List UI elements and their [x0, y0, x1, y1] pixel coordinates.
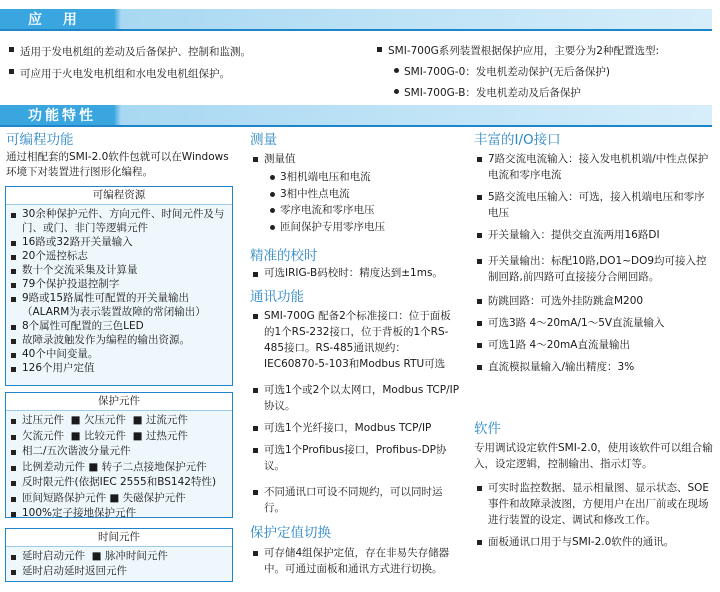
io-list — [474, 151, 714, 375]
list-item: 延时启动元件 ■ 脉冲时间元件 — [8, 549, 230, 564]
list-item: 相二/五次谐波分量元件 — [8, 444, 230, 460]
io-title: 丰富的I/O接口 — [474, 132, 561, 148]
software-list — [474, 480, 714, 550]
list-item: SMI-700G系列装置根据保护应用，主要分为2种配置选型: — [374, 41, 714, 62]
banner-application-title: 应 用 — [28, 12, 85, 28]
software-title: 软件 — [474, 421, 501, 437]
banner-features-title: 功能特性 — [28, 108, 96, 124]
resources-box — [5, 186, 233, 386]
list-item: 延时启动延时返回元件 — [8, 564, 230, 579]
list-item: 7路交流电流输入：接入发电机机端/中性点保护电流和零序电流 — [474, 151, 714, 183]
list-item: 3相机端电压和电流 — [266, 169, 466, 186]
protection-list — [6, 411, 232, 522]
protection-box — [5, 392, 233, 518]
list-item: 零序电流和零序电压 — [266, 202, 466, 219]
timing-title: 精准的校时 — [250, 248, 318, 264]
application-right-list — [374, 41, 714, 62]
list-item: 欠流元件 ■ 比较元件 ■ 过热元件 — [8, 429, 230, 445]
banner-underline — [0, 125, 712, 127]
list-item: 126个用户定值 — [8, 361, 228, 375]
time-head: 时间元件 — [6, 529, 232, 547]
measure-title: 测量 — [250, 132, 277, 148]
list-item: 3相中性点电流 — [266, 186, 466, 203]
list-item: 9路或15路属性可配置的开关量输出（ALARM为表示装置故障的常闭输出） — [8, 291, 228, 319]
list-item: 30余种保护元件、方向元件、时间元件及与门、或门、非门等逻辑元件 — [8, 207, 228, 235]
resources-head: 可编程资源 — [6, 187, 232, 205]
list-item: 防跳回路：可选外挂防跳盒M200 — [474, 293, 714, 309]
list-item: 适用于发电机组的差动及后备保护、控制和监测。 — [6, 41, 366, 63]
list-item: SMI-700G 配备2个标准接口：位于面板的1个RS-232接口，位于背板的1个RS-485接口。RS-485通讯规约：IEC60870-5-103和Modbus RTU可选 — [250, 308, 460, 372]
banner-underline — [0, 29, 712, 31]
time-list — [6, 547, 232, 579]
setting-list — [250, 545, 460, 577]
config-item: SMI-700G-B：发电机差动及后备保护 — [390, 83, 714, 104]
list-item: 可存储4组保护定值，存在非易失存储器中。可通过面板和通讯方式进行切换。 — [250, 545, 460, 577]
list-item: 直流模拟量输入/输出精度：3% — [474, 359, 714, 375]
list-item: 5路交流电压输入：可选，接入机端电压和零序电压 — [474, 189, 714, 221]
list-item: 过压元件 ■ 欠压元件 ■ 过流元件 — [8, 413, 230, 429]
banner-features — [0, 105, 712, 127]
list-item: 可选1个或2个以太网口，Modbus TCP/IP协议。 — [250, 382, 460, 414]
config-item: SMI-700G-0：发电机差动保护(无后备保护) — [390, 62, 714, 83]
application-left-list — [6, 41, 366, 85]
list-item: 100%定子接地保护元件 — [8, 506, 230, 522]
list-item: 数十个交流采集及计算量 — [8, 263, 228, 277]
application-right — [374, 41, 714, 104]
list-item: 匝间短路保护元件 ■ 失磁保护元件 — [8, 491, 230, 507]
measure-list — [250, 151, 462, 168]
list-item: 可选1个光纤接口，Modbus TCP/IP — [250, 420, 460, 436]
list-item: 开关量输出：标配10路,DO1~DO9均可接入控制回路,前四路可直接接分合闸回路。 — [474, 253, 714, 285]
list-item: 可选1个Profibus接口，Profibus-DP协议。 — [250, 442, 460, 474]
comm-title: 通讯功能 — [250, 289, 304, 305]
resources-list — [6, 205, 232, 375]
list-item: 比例差动元件 ■ 转子二点接地保护元件 — [8, 460, 230, 476]
list-item: 可选3路 4～20mA/1～5V直流量输入 — [474, 315, 714, 331]
timing-list — [250, 266, 464, 281]
list-item: 面板通讯口用于与SMI-2.0软件的通讯。 — [474, 534, 714, 550]
list-item: 匝间保护专用零序电压 — [266, 219, 466, 236]
setting-title: 保护定值切换 — [250, 525, 331, 541]
banner-application — [0, 9, 712, 31]
comm-list — [250, 308, 460, 516]
list-item: 反时限元件(依据IEC 2555和BS142特性) — [8, 475, 230, 491]
list-item: 20个遥控标志 — [8, 249, 228, 263]
list-item: 开关量输入：提供交直流两用16路DI — [474, 227, 714, 243]
list-item: 可应用于火电发电机组和水电发电机组保护。 — [6, 63, 366, 85]
programmable-desc: 通过相配套的SMI-2.0软件包就可以在Windows环境下对装置进行图形化编程。 — [6, 151, 229, 179]
time-box — [5, 528, 233, 582]
list-item: 可选IRIG-B码校时：精度达到±1ms。 — [250, 266, 464, 281]
list-item: 16路或32路开关量输入 — [8, 235, 228, 249]
list-item: 8个属性可配置的三色LED — [8, 319, 228, 333]
list-item: 故障录波触发作为编程的输出资源。 — [8, 333, 228, 347]
list-item: 40个中间变量。 — [8, 347, 228, 361]
list-item: 可实时监控数据、显示相量图、显示状态、SOE事件和故障录波图，方便用户在出厂前或在现场进行装置的设定、调试和修改工作。 — [474, 480, 714, 528]
list-item: 可选1路 4～20mA直流量输出 — [474, 337, 714, 353]
list-item: 不同通讯口可设不同规约，可以同时运行。 — [250, 484, 460, 516]
list-item: 79个保护投退控制字 — [8, 277, 228, 291]
measure-sub-list — [266, 169, 466, 235]
list-item: 测量值 — [250, 151, 462, 168]
protection-head: 保护元件 — [6, 393, 232, 411]
config-list — [374, 62, 714, 104]
programmable-title: 可编程功能 — [6, 132, 74, 148]
software-desc: 专用调试设定软件SMI-2.0，使用该软件可以组合输入，设定逻辑，控制输出、指示灯等。 — [474, 442, 713, 470]
